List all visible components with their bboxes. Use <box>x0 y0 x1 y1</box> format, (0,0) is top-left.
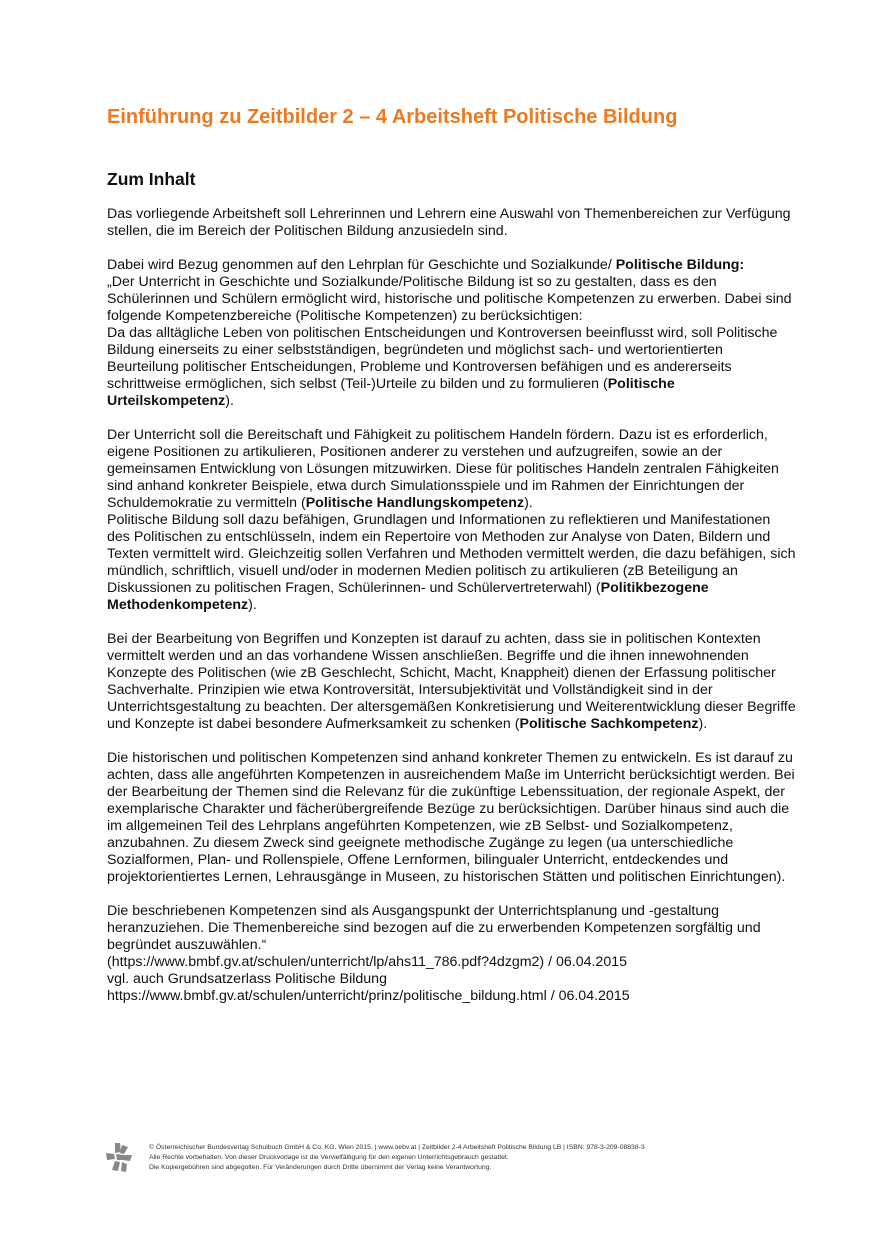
text-span: ). <box>524 495 533 511</box>
text-span: Bei der Bearbeitung von Begriffen und Konzepten ist darauf zu achten, dass sie in politischen Kontexten vermittelt werden und an das vorhandene Wissen anschließen. Begriffe und die ihnen innewohnenden Konzepte des Politischen (wie zB Geschlecht, Schicht, Macht, Knappheit) dienen der Erfassung politischer Sachverhalte. Prinzipien wie etwa Kontroversität, Intersubjektivität und Vollständigkeit sind in der Unterrichtsgestaltung zu beachten. Der altersgemäßen Konkretisierung und Weiterentwicklung dieser Begriffe und Konzepte ist dabei besondere Aufmerksamkeit zu schenken ( <box>107 631 796 732</box>
text-span: Politische Bildung soll dazu befähigen, Grundlagen und Informationen zu reflektieren und Manifestationen des Politischen zu entschlüsseln, indem ein Repertoire von Methoden zur Analyse von Daten, Bildern und Texten vermittelt wird. Gleichzeitig sollen Verfahren und Methoden vermittelt werden, die dazu befähigen, sich mündlich, schriftlich, visuell und/oder in modernen Medien politisch zu artikulieren (zB Beteiligung an Diskussionen zu politischen Fragen, Schülerinnen- und Schülervertreterwahl) ( <box>107 512 796 596</box>
text-span: Dabei wird Bezug genommen auf den Lehrplan für Geschichte und Sozialkunde/ <box>107 257 616 273</box>
footer-disclaimer: Die Kopiergebühren sind abgegolten. Für Veränderungen durch Dritte übernimmt der Verlag keine Verantwortung. <box>149 1164 492 1171</box>
paragraph-sachkompetenz <box>107 631 797 733</box>
text-span: ). <box>698 716 708 732</box>
document-body <box>107 206 797 1005</box>
bold-term: Politische Handlungskompetenz <box>305 495 525 511</box>
reference-note: vgl. auch Grundsatzerlass Politische Bildung <box>107 971 387 987</box>
bold-term: Politische Sachkompetenz <box>519 716 699 732</box>
document-title: Einführung zu Zeitbilder 2 – 4 Arbeitsheft Politische Bildung <box>107 106 678 128</box>
paragraph-lehrplan <box>107 257 797 410</box>
section-heading: Zum Inhalt <box>107 169 196 189</box>
reference-link-grundsatzerlass: https://www.bmbf.gv.at/schulen/unterricht/prinz/politische_bildung.html / 06.04.2015 <box>107 988 630 1004</box>
page-footer <box>104 1141 824 1181</box>
text-span: „Der Unterricht in Geschichte und Sozialkunde/Politische Bildung ist so zu gestalten, dass es den Schülerinnen und Schülern ermöglicht wird, historische und politische Kompetenzen zu erwerben. Dabei sind folgende Kompetenzbereiche (Politische Kompetenzen) zu berücksichtigen: <box>107 274 792 324</box>
publisher-logo-icon <box>104 1141 136 1173</box>
text-span: Der Unterricht soll die Bereitschaft und Fähigkeit zu politischem Handeln fördern. Dazu ist es erforderlich, eigene Positionen zu artikulieren, Positionen anderer zu verstehen und aufzugreifen, sowie an der gemeinsamen Entwicklung von Lösungen mitzuwirken. Diese für politisches Handeln zentralen Fähigkeiten sind anhand konkreter Beispiele, etwa durch Simulationsspiele und im Rahmen der Einrichtungen der Schuldemokratie zu vermitteln ( <box>107 427 779 511</box>
text-span: Da das alltägliche Leben von politischen Entscheidungen und Kontroversen beeinflusst wird, soll Politische Bildung einerseits zu einer selbstständigen, begründeten und möglichst sach- und wertorientierten Beurteilung politischer Entscheidungen, Probleme und Kontroversen befähigen und es andererseits schrittweise ermöglichen, sich selbst (Teil-)Urteile zu bilden und zu formulieren ( <box>107 325 778 392</box>
paragraph-kompetenzen: Die historischen und politischen Kompetenzen sind anhand konkreter Themen zu entwickeln. Es ist darauf zu achten, dass alle angeführten Kompetenzen in ausreichendem Maße im Unterricht berücksichtigt werden. Bei der Bearbeitung der Themen sind die Relevanz für die zukünftige Lebenssituation, der regionale Aspekt, der exemplarische Charakter und fächerübergreifende Bezüge zu berücksichtigen. Darüber hinaus sind auch die im allgemeinen Teil des Lehrplans angeführten Kompetenzen, wie zB Selbst- und Sozialkompetenz, anzubahnen. Zu diesem Zweck sind geeignete methodische Zugänge zu legen (ua unterschiedliche Sozialformen, Plan- und Rollenspiele, Offene Lernformen, bilingualer Unterricht, entdeckendes und projektorientiertes Lernen, Lehrausgänge in Museen, zu historischen Stätten und politischen Einrichtungen). <box>107 750 795 885</box>
footer-copyright: © Österreichischer Bundesverlag Schulbuch GmbH & Co. KG, Wien 2015. | www.oebv.at | Zeitbilder 2-4 Arbeitsheft Politische Bildung LB | ISBN: 978-3-209-08838-3 <box>149 1144 645 1151</box>
bold-term: Politikbezogene Methodenkompetenz <box>107 580 709 613</box>
footer-text <box>149 1143 645 1173</box>
bold-term: Politische Bildung: <box>615 257 745 273</box>
paragraph-planung: Die beschriebenen Kompetenzen sind als Ausgangspunkt der Unterrichtsplanung und -gestaltung heranzuziehen. Die Themenbereiche sind bezogen auf die zu erwerbenden Kompetenzen sorgfältig und begründet auszuwählen.“ <box>107 903 761 953</box>
paragraph-handlung <box>107 427 797 614</box>
bold-term: Politische Urteilskompetenz <box>107 376 675 409</box>
text-span: ). <box>225 393 234 409</box>
text-span: ). <box>248 597 257 613</box>
footer-rights: Alle Rechte vorbehalten. Von dieser Druckvorlage ist die Vervielfältigung für den eigenen Unterrichtsgebrauch gestattet. <box>149 1154 509 1161</box>
paragraph-intro: Das vorliegende Arbeitsheft soll Lehrerinnen und Lehrern eine Auswahl von Themenbereichen zur Verfügung stellen, die im Bereich der Politischen Bildung anzusiedeln sind. <box>107 206 791 239</box>
reference-link-lehrplan: (https://www.bmbf.gv.at/schulen/unterricht/lp/ahs11_786.pdf?4dzgm2) / 06.04.2015 <box>107 954 627 970</box>
